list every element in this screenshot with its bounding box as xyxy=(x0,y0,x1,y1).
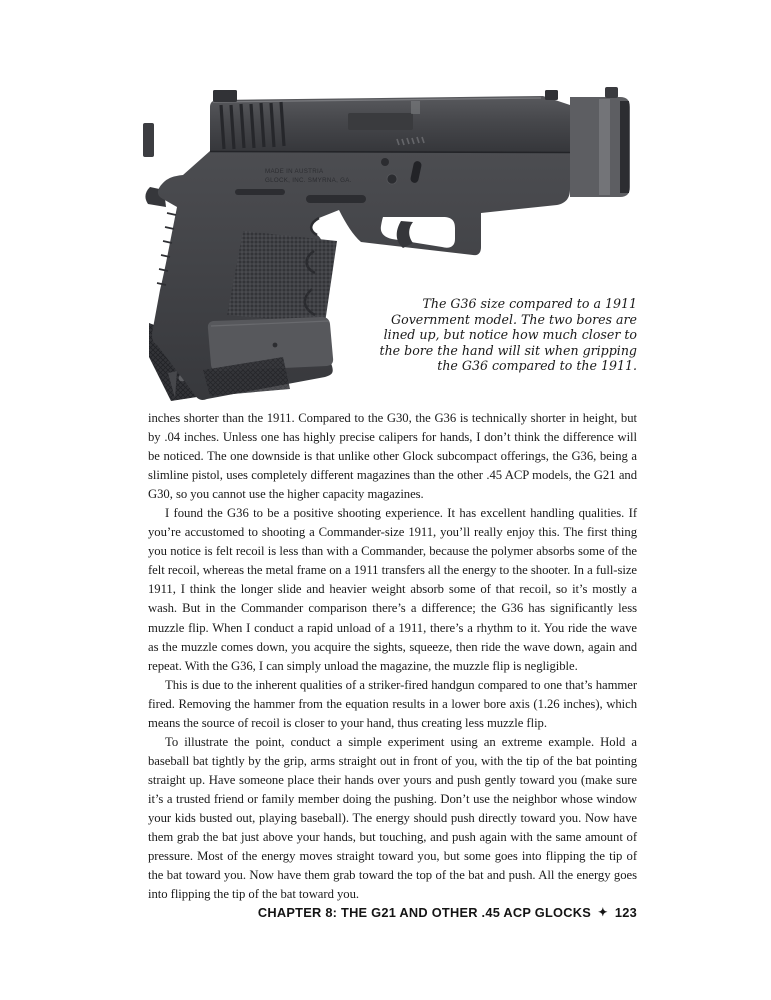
page-number: 123 xyxy=(614,905,637,920)
paragraph-2: I found the G36 to be a positive shooting experience. It has excellent handling qualities. If you’re accustomed to shooting a Commander-size 1911, you’ll really enjoy this. The first thing you notice is felt recoil is less than with a Commander, because the polymer absorbs some of the felt recoil, whereas the metal frame on a 1911 transfers all the energy to the shooter. In a full-size 1911, I think the longer slide and heavier weight absorb some of that recoil, so it’s mostly a wash. But in the Commander comparison there’s a difference; the G36 has significantly less muzzle flip. When I conduct a rapid unload of a 1911, there’s a rhythm to it. You ride the wave as the muzzle comes down, you acquire the sights, squeeze, then ride the wave down, again and repeat. With the G36, I can simply unload the magazine, the muzzle flip is negligible. xyxy=(148,506,637,673)
caption-line-2: Government model. The two bores are xyxy=(391,311,637,327)
caption-line-4: the bore the hand will sit when gripping xyxy=(379,342,637,358)
chapter-title: CHAPTER 8: THE G21 AND OTHER .45 ACP GLOCKS xyxy=(257,905,591,920)
frame-engraving-line1: MADE IN AUSTRIA xyxy=(265,168,324,175)
pistol-slide xyxy=(210,90,570,153)
page-footer xyxy=(258,905,637,920)
caption-line-5: the G36 compared to the 1911. xyxy=(437,358,637,374)
caption-line-3: lined up, but notice how much closer to xyxy=(383,327,637,343)
photo-caption xyxy=(380,296,637,374)
body-text xyxy=(148,409,637,904)
caption-line-1: The G36 size compared to a 1911 xyxy=(422,296,637,311)
paragraph-3: This is due to the inherent qualities of a striker-fired handgun compared to one that’s hammer fired. Removing the hammer from the equation results in a lower bore axis (1.26 inches), which means the source of recoil is closer to your hand, thus creating less muzzle flip. xyxy=(148,677,637,730)
frame-engraving-line2: GLOCK, INC. SMYRNA, GA. xyxy=(265,177,352,184)
paragraph-1: inches shorter than the 1911. Compared to the G30, the G36 is technically shorter in height, but by .04 inches. Unless one has highly precise calipers for hands, I don’t think the difference will be noticed. The one downside is that unlike other Glock subcompact offerings, the G36, being a slimline pistol, uses completely different magazines than the other .45 ACP models, the G21 and G30, so you cannot use the higher capacity magazines. xyxy=(148,411,637,502)
star-separator-icon: ✦ xyxy=(598,907,608,919)
paragraph-4: To illustrate the point, conduct a simple experiment using an extreme example. Hold a baseball bat tightly by the grip, arms straight out in front of you, with the tip of the bat pointing straight up. Have someone place their hands over yours and push gently toward you (make sure it’s a trusted friend or family member doing the pushing. Don’t use the neighbor whose window your kids busted out, playing baseball). The energy should push directly toward you. Now have them grab the bat just above your hands, but touching, and push again with the same amount of pressure. Most of the energy moves straight toward you, but some goes into flipping the tip of the bat toward you. Now have them grab toward the top of the bat and push. All the energy goes into flipping the tip of the bat toward you. xyxy=(148,734,637,902)
